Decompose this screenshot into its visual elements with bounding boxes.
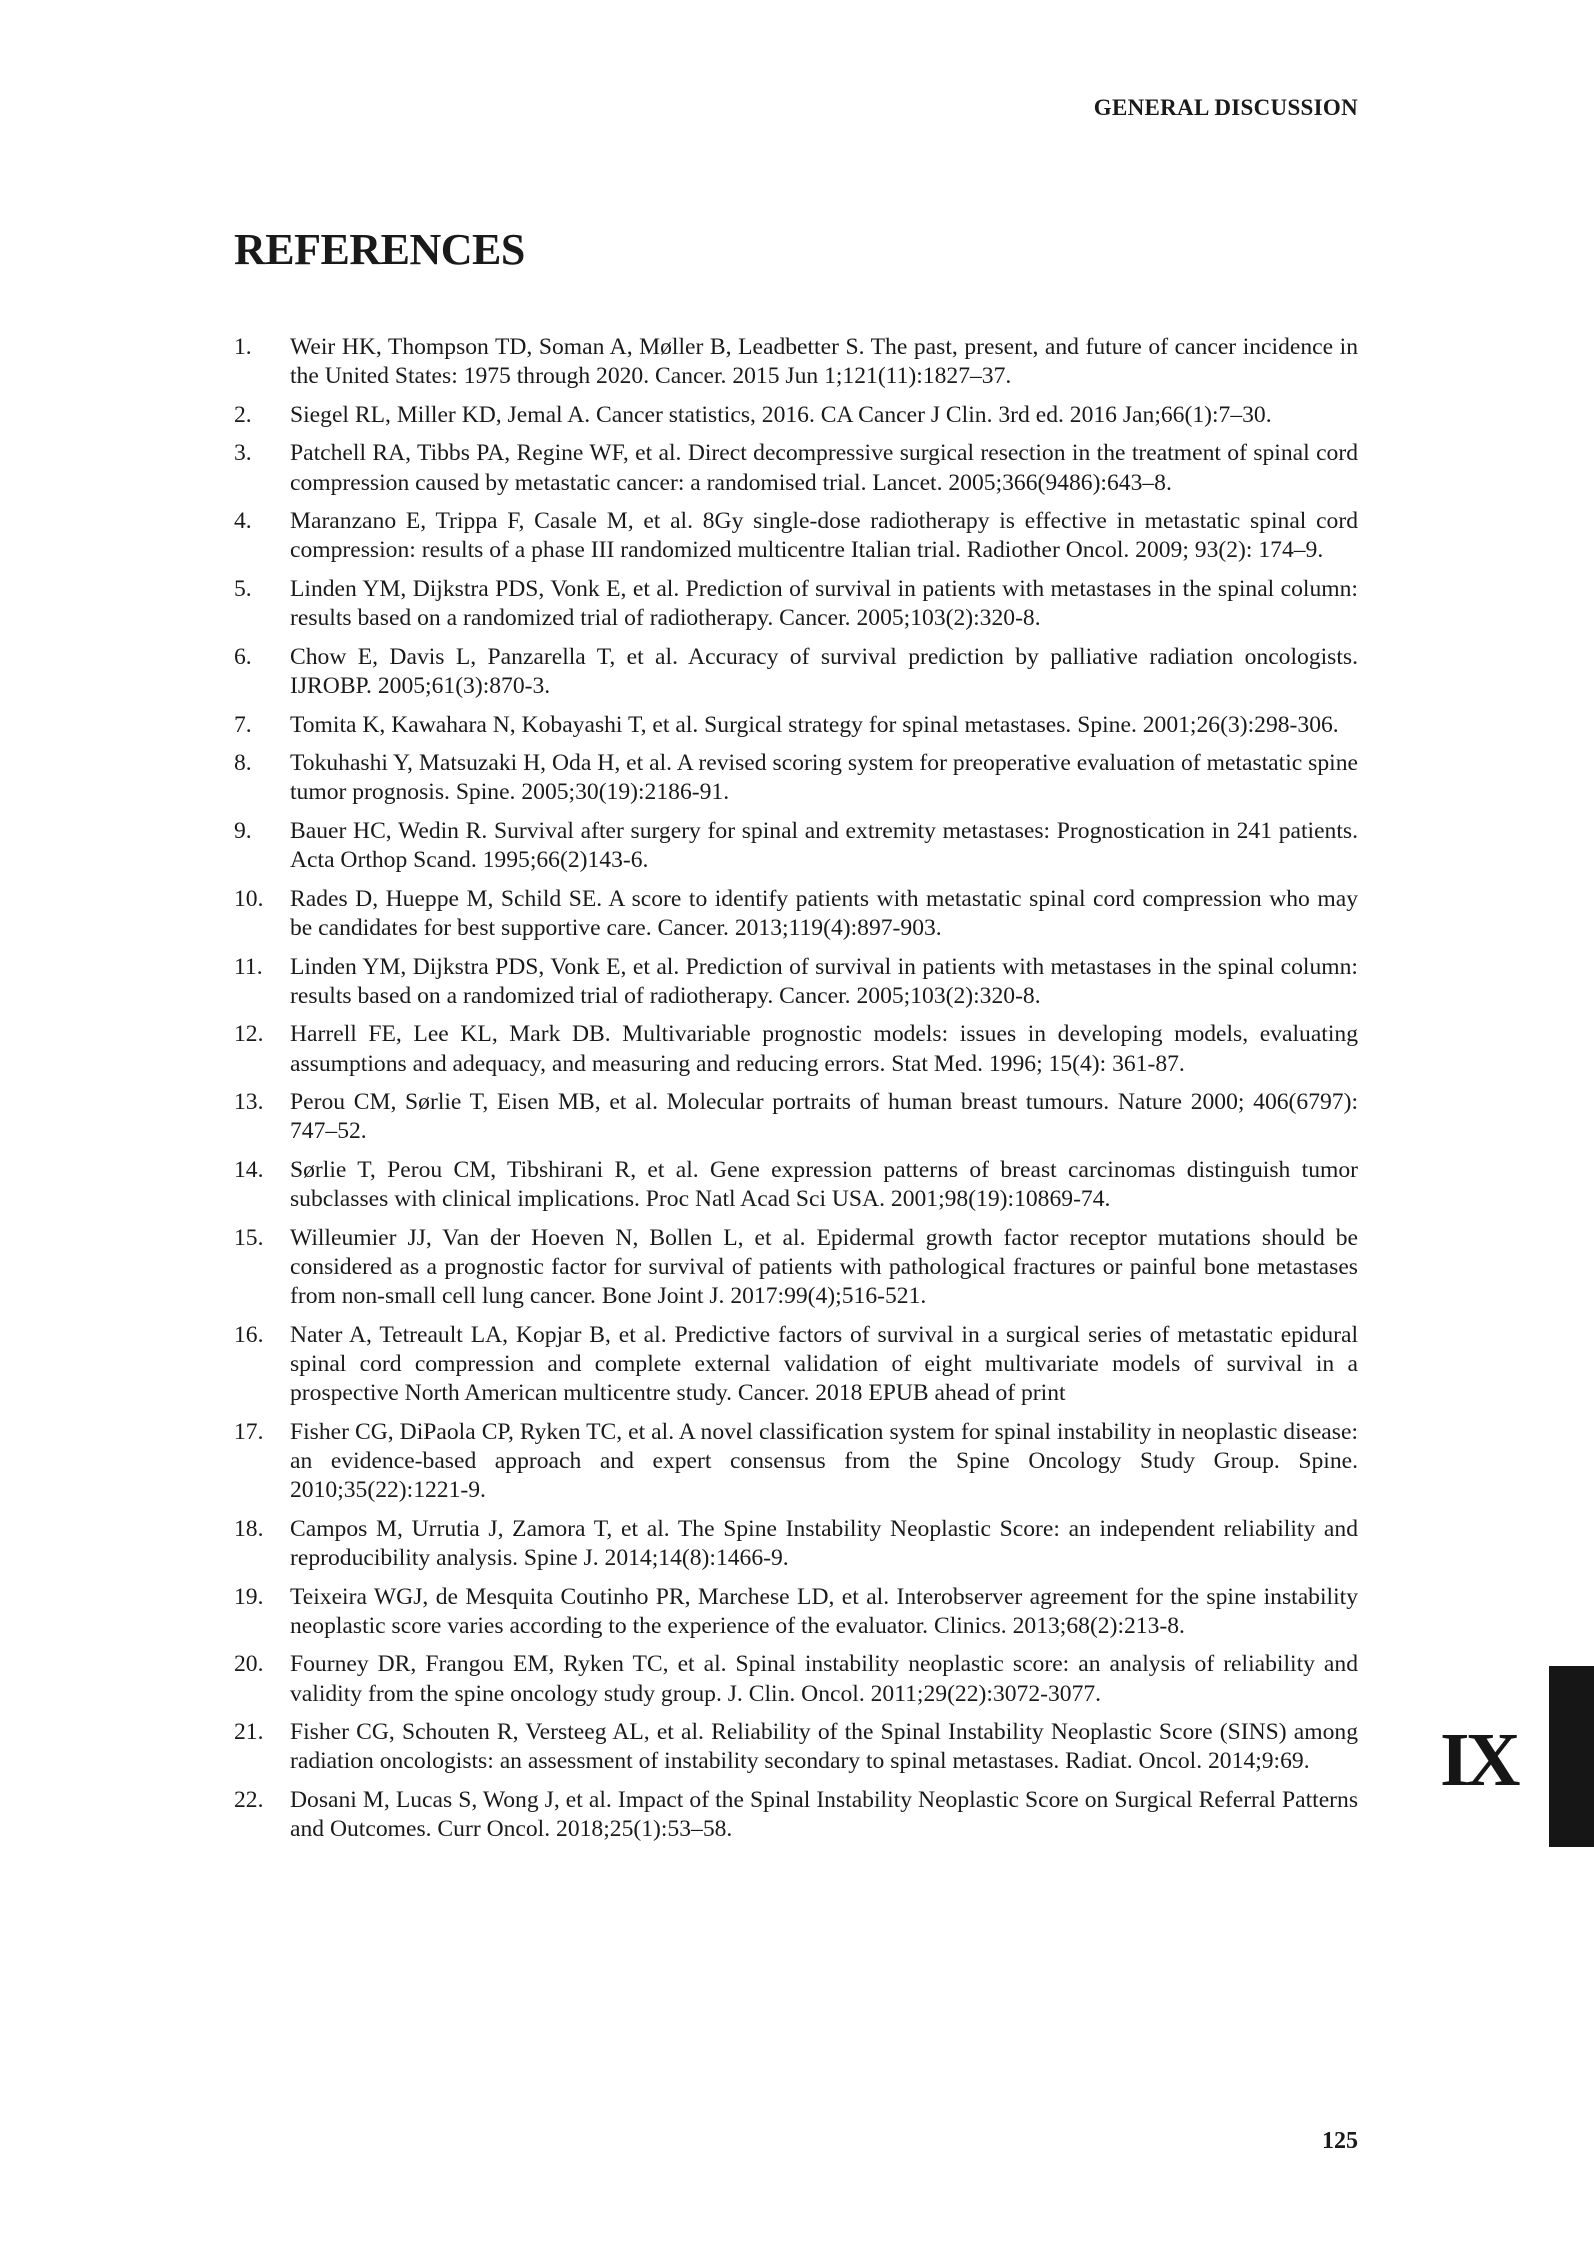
- reference-text: Tokuhashi Y, Matsuzaki H, Oda H, et al. A revised scoring system for preoperative evaluation of metastatic spine tumor prognosis. Spine. 2005;30(19):2186-91.: [290, 750, 1358, 806]
- reference-text: Sørlie T, Perou CM, Tibshirani R, et al. Gene expression patterns of breast carcinomas distinguish tumor subclasses with clinical implications. Proc Natl Acad Sci USA. 2001;98(19):10869-74.: [290, 1156, 1358, 1213]
- reference-number: 7.: [234, 711, 252, 738]
- reference-item: [234, 1020, 1358, 1078]
- reference-number: 19.: [234, 1583, 264, 1610]
- running-header: GENERAL DISCUSSION: [1093, 95, 1358, 120]
- reference-text: Tomita K, Kawahara N, Kobayashi T, et al. Surgical strategy for spinal metastases. Spine. 2001;26(3):298-306.: [290, 711, 1339, 738]
- reference-number: 1.: [234, 334, 252, 360]
- reference-item: [234, 749, 1358, 807]
- reference-text: Weir HK, Thompson TD, Soman A, Møller B, Leadbetter S. The past, present, and future of cancer incidence in the United States: 1975 through 2020. Cancer. 2015 Jun 1;121(11):1827–37.: [290, 334, 1358, 390]
- reference-item: [234, 1224, 1358, 1312]
- reference-item: [234, 1786, 1358, 1844]
- reference-text: Chow E, Davis L, Panzarella T, et al. Accuracy of survival prediction by palliative radiation oncologists. IJROBP. 2005;61(3):870-3.: [290, 643, 1358, 699]
- page-number: 125: [1322, 2128, 1358, 2154]
- reference-item: [234, 1321, 1358, 1409]
- reference-item: [234, 1418, 1358, 1506]
- reference-number: 22.: [234, 1786, 264, 1813]
- reference-item: [234, 1515, 1358, 1573]
- reference-number: 11.: [234, 953, 263, 980]
- reference-item: [234, 401, 1358, 430]
- reference-number: 10.: [234, 885, 264, 912]
- reference-number: 17.: [234, 1418, 264, 1445]
- reference-text: Harrell FE, Lee KL, Mark DB. Multivariable prognostic models: issues in developing models, evaluating assumptions and adequacy, and measuring and reducing errors. Stat Med. 1996; 15(4): 361-87.: [290, 1021, 1358, 1077]
- reference-text: Rades D, Hueppe M, Schild SE. A score to identify patients with metastatic spinal cord compression who may be candidates for best supportive care. Cancer. 2013;119(4):897-903.: [290, 885, 1358, 941]
- reference-text: Patchell RA, Tibbs PA, Regine WF, et al. Direct decompressive surgical resection in the treatment of spinal cord compression caused by metastatic cancer: a randomised trial. Lancet. 2005;366(9486):643–8.: [290, 440, 1358, 496]
- page-title: REFERENCES: [234, 225, 525, 274]
- reference-text: Nater A, Tetreault LA, Kopjar B, et al. Predictive factors of survival in a surgical series of metastatic epidural spinal cord compression and complete external validation of eight multivariate models of survival in a prospective North American multicentre study. Cancer. 2018 EPUB ahead of print: [290, 1321, 1358, 1407]
- reference-text: Teixeira WGJ, de Mesquita Coutinho PR, Marchese LD, et al. Interobserver agreement for the spine instability neoplastic score varies according to the experience of the evaluator. Clinics. 2013;68(2):213-8.: [290, 1583, 1358, 1639]
- reference-number: 2.: [234, 401, 252, 428]
- reference-number: 15.: [234, 1224, 264, 1251]
- reference-text: Fisher CG, Schouten R, Versteeg AL, et al. Reliability of the Spinal Instability Neoplastic Score (SINS) among radiation oncologists: an assessment of instability secondary to spinal metastases. Radiat. Oncol. 2014;9:69.: [290, 1719, 1358, 1775]
- reference-text: Willeumier JJ, Van der Hoeven N, Bollen L, et al. Epidermal growth factor receptor mutations should be considered as a prognostic factor for survival of patients with pathological fractures or painful bone metastases from non-small cell lung cancer. Bone Joint J. 2017:99(4);516-521.: [290, 1224, 1358, 1310]
- reference-item: [234, 1650, 1358, 1708]
- reference-item: [234, 439, 1358, 497]
- reference-text: Dosani M, Lucas S, Wong J, et al. Impact of the Spinal Instability Neoplastic Score on Surgical Referral Patterns and Outcomes. Curr Oncol. 2018;25(1):53–58.: [290, 1786, 1358, 1843]
- reference-item: [234, 1156, 1358, 1214]
- reference-item: [234, 333, 1358, 391]
- reference-number: 18.: [234, 1515, 264, 1542]
- reference-item: [234, 817, 1358, 875]
- chapter-thumb-tab: [1549, 1666, 1594, 1847]
- reference-item: [234, 953, 1358, 1011]
- reference-item: [234, 711, 1358, 740]
- reference-text: Siegel RL, Miller KD, Jemal A. Cancer statistics, 2016. CA Cancer J Clin. 3rd ed. 2016 Jan;66(1):7–30.: [290, 401, 1272, 428]
- reference-text: Campos M, Urrutia J, Zamora T, et al. The Spine Instability Neoplastic Score: an independent reliability and reproducibility analysis. Spine J. 2014;14(8):1466-9.: [290, 1515, 1358, 1571]
- reference-text: Linden YM, Dijkstra PDS, Vonk E, et al. Prediction of survival in patients with metastases in the spinal column: results based on a randomized trial of radiotherapy. Cancer. 2005;103(2):320-8.: [290, 953, 1358, 1009]
- reference-text: Fourney DR, Frangou EM, Ryken TC, et al. Spinal instability neoplastic score: an analysis of reliability and validity from the spine oncology study group. J. Clin. Oncol. 2011;29(22):3072-3077.: [290, 1651, 1358, 1707]
- reference-item: [234, 1583, 1358, 1641]
- reference-item: [234, 885, 1358, 943]
- reference-number: 12.: [234, 1021, 264, 1048]
- reference-item: [234, 1088, 1358, 1146]
- reference-number: 13.: [234, 1089, 264, 1116]
- reference-number: 4.: [234, 508, 252, 535]
- reference-number: 14.: [234, 1156, 264, 1183]
- reference-text: Bauer HC, Wedin R. Survival after surgery for spinal and extremity metastases: Prognostication in 241 patients. Acta Orthop Scand. 1995;66(2)143-6.: [290, 817, 1358, 874]
- reference-item: [234, 1718, 1358, 1776]
- reference-number: 20.: [234, 1651, 264, 1678]
- reference-item: [234, 507, 1358, 565]
- reference-text: Fisher CG, DiPaola CP, Ryken TC, et al. A novel classification system for spinal instability in neoplastic disease: an evidence-based approach and expert consensus from the Spine Oncology Study Group. Spine. 2010;35(22):1221-9.: [290, 1418, 1358, 1504]
- reference-number: 8.: [234, 750, 252, 777]
- reference-number: 9.: [234, 817, 252, 844]
- reference-number: 5.: [234, 575, 252, 602]
- reference-text: Linden YM, Dijkstra PDS, Vonk E, et al. Prediction of survival in patients with metastases in the spinal column: results based on a randomized trial of radiotherapy. Cancer. 2005;103(2):320-8.: [290, 575, 1358, 632]
- chapter-label: IX: [1440, 1718, 1517, 1802]
- reference-text: Maranzano E, Trippa F, Casale M, et al. 8Gy single-dose radiotherapy is effective in metastatic spinal cord compression: results of a phase III randomized multicentre Italian trial. Radiother Oncol. 2009; 93(2): 174–9.: [290, 508, 1358, 564]
- reference-number: 3.: [234, 440, 252, 467]
- reference-item: [234, 575, 1358, 633]
- reference-number: 16.: [234, 1321, 264, 1348]
- reference-item: [234, 643, 1358, 701]
- reference-number: 6.: [234, 643, 252, 670]
- reference-number: 21.: [234, 1719, 264, 1746]
- reference-list: [234, 333, 1358, 1854]
- reference-text: Perou CM, Sørlie T, Eisen MB, et al. Molecular portraits of human breast tumours. Nature 2000; 406(6797): 747–52.: [290, 1089, 1358, 1145]
